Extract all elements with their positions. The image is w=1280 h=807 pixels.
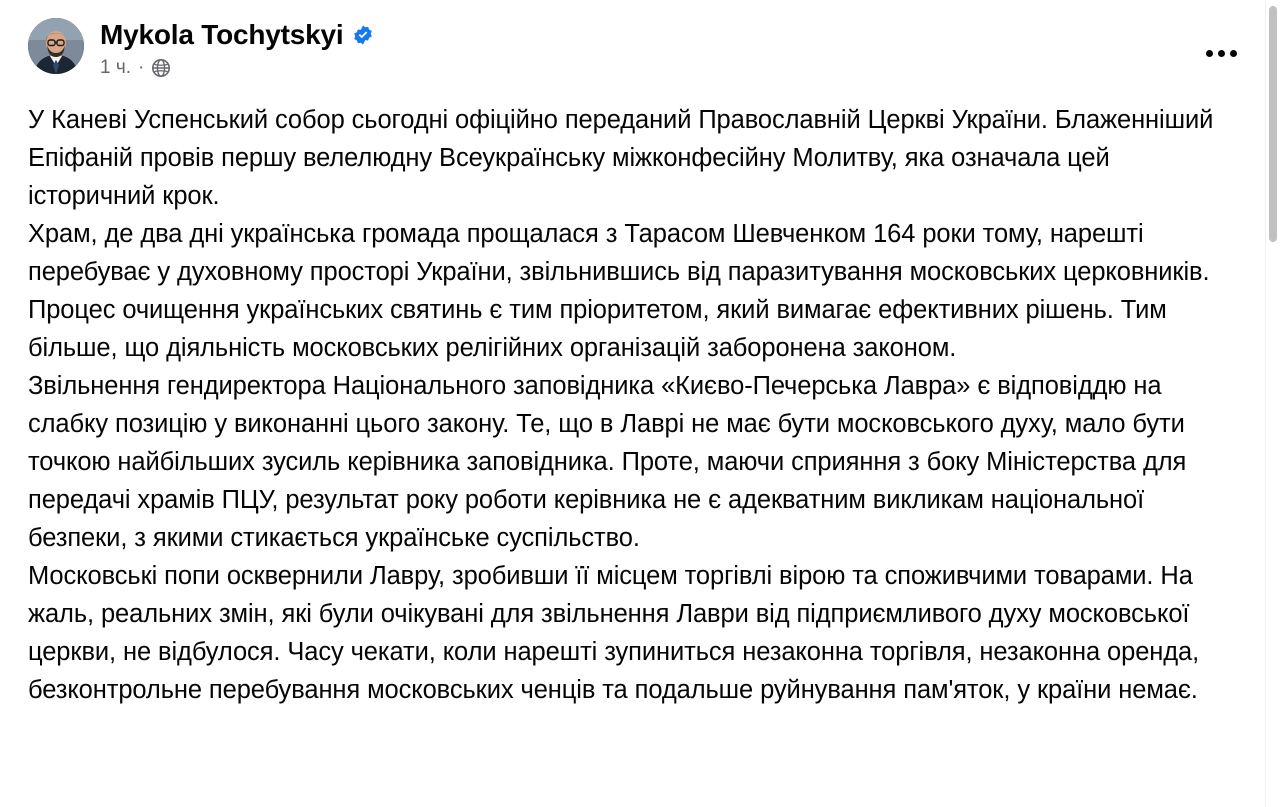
post-timestamp[interactable]: 1 ч. [100,57,132,78]
post-paragraph: Храм, де два дні українська громада прощалася з Тарасом Шевченком 164 роки тому, нарешті перебуває у духовному просторі України, звільнившись від паразитування московських церковників. [28,220,1210,286]
post-paragraph: У Каневі Успенський собор сьогодні офіційно переданий Православній Церкві України. Блаженніший Епіфаній провів першу велелюдну Всеукраїнську міжконфесійну Молитву, яка означала цей історичний крок. [28,106,1214,210]
more-options-button[interactable] [1200,38,1242,68]
author-name[interactable]: Mykola Tochytskyi [100,19,344,50]
post-paragraph: Процес очищення українських святинь є тим пріоритетом, який вимагає ефективних рішень. Тим більше, що діяльність московських релігійних організацій заборонена законом. [28,296,1167,362]
post-author-block [100,14,374,79]
globe-icon[interactable] [151,58,171,78]
author-name-row [100,18,374,52]
post-header [24,14,1250,79]
vertical-scrollbar[interactable] [1265,0,1280,807]
post-paragraph: Московські попи осквернили Лавру, зробивши її місцем торгівлі вірою та споживчими товарами. На жаль, реальних змін, які були очікувані для звільнення Лаври від підприємливого духу московської церкви, не відбулося. Часу чекати, коли нарешті зупиниться незаконна торгівля, незаконна оренда, безконтрольне перебування московських ченців та подальше руйнування пам'яток, у країни немає. [28,562,1200,704]
scrollbar-thumb[interactable] [1269,6,1277,242]
meta-separator: · [138,57,145,78]
profile-photo-image [28,18,84,74]
more-dot [1218,50,1225,57]
avatar[interactable] [28,18,84,74]
post-paragraph: Звільнення гендиректора Національного заповідника «Києво-Печерська Лавра» є відповіддю на слабку позицію у виконанні цього закону. Те, що в Лаврі не має бути московського духу, мало бути точкою найбільших зусиль керівника заповідника. Проте, маючи сприяння з боку Міністерства для передачі храмів ПЦУ, результат року роботи керівника не є адекватним викликам національної безпеки, з якими стикається українське суспільство. [28,372,1187,552]
more-dot [1206,50,1213,57]
post-text [24,101,1250,709]
more-dot [1230,50,1237,57]
post-meta [100,57,374,79]
verified-badge-icon [352,24,374,46]
